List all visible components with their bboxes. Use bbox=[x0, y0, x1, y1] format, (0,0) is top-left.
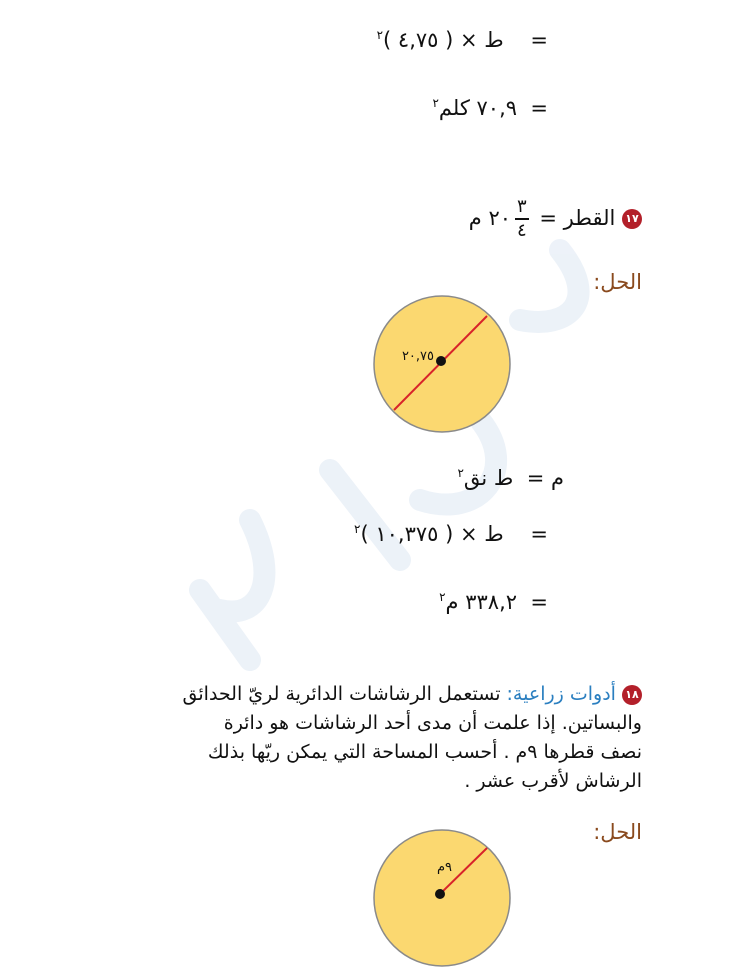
q18-radius-label: ٩م bbox=[436, 860, 452, 875]
q17-step-2 bbox=[439, 590, 548, 614]
q17-circle-diagram bbox=[370, 292, 514, 436]
q18-line-1 bbox=[82, 680, 642, 709]
q17-fraction bbox=[515, 198, 529, 240]
q17-label: القطر = bbox=[539, 206, 616, 230]
q17-formula bbox=[457, 466, 564, 490]
work-line-2-exp: ٢ bbox=[432, 96, 439, 110]
q17-whole: ٢٠ bbox=[488, 206, 511, 230]
q17-step-1-exp: ٢ bbox=[354, 522, 361, 536]
work-line-1-lead: = bbox=[530, 28, 548, 52]
q17-step-1-lead: = bbox=[530, 522, 548, 546]
q17-center-dot bbox=[436, 356, 446, 366]
work-line-2-expr: ٧٠,٩ كلم bbox=[438, 96, 518, 120]
q17-frac-den: ٤ bbox=[517, 220, 527, 241]
q18-number-badge: ١٨ bbox=[622, 685, 642, 705]
q17-diameter-label: ٢٠,٧٥ bbox=[401, 349, 434, 364]
q17-solution-label: الحل: bbox=[593, 270, 642, 294]
q18-paragraph bbox=[82, 680, 642, 796]
work-line-2-lead: = bbox=[530, 96, 548, 120]
q17-step-2-exp: ٢ bbox=[439, 590, 446, 604]
q18-topic: أدوات زراعية: bbox=[506, 683, 616, 705]
q18-line-1-text: تستعمل الرشاشات الدائرية لريّ الحدائق bbox=[182, 683, 501, 705]
q17-formula-exp: ٢ bbox=[457, 466, 464, 480]
q17-formula-rhs: ط نق bbox=[463, 466, 514, 490]
work-line-2 bbox=[432, 96, 548, 120]
q18-line-2: والبساتين. إذا علمت أن مدى أحد الرشاشات هو دائرة bbox=[223, 712, 642, 734]
q17-number-badge: ١٧ bbox=[622, 209, 642, 229]
q17-frac-num: ٣ bbox=[515, 198, 529, 220]
work-line-1 bbox=[377, 28, 548, 52]
q17-statement bbox=[469, 198, 642, 240]
q18-center-dot bbox=[435, 889, 445, 899]
q17-step-1 bbox=[354, 522, 548, 546]
work-line-1-expr: ط × ( ٤,٧٥ ) bbox=[383, 28, 504, 52]
q17-formula-lhs: م = bbox=[526, 466, 564, 490]
q17-step-2-expr: ٣٣٨,٢ م bbox=[445, 590, 518, 614]
work-line-1-exp: ٢ bbox=[376, 28, 384, 42]
q18-line-4: الرشاش لأقرب عشر . bbox=[464, 770, 642, 792]
q17-step-2-lead: = bbox=[530, 590, 548, 614]
q17-unit: م bbox=[468, 206, 482, 230]
q18-line-3: نصف قطرها ٩م . أحسب المساحة التي يمكن ريّها بذلك bbox=[207, 741, 642, 763]
q18-circle-diagram bbox=[370, 826, 514, 970]
q18-solution-label: الحل: bbox=[593, 820, 642, 844]
q17-step-1-expr: ط × ( ١٠,٣٧٥ ) bbox=[360, 522, 504, 546]
